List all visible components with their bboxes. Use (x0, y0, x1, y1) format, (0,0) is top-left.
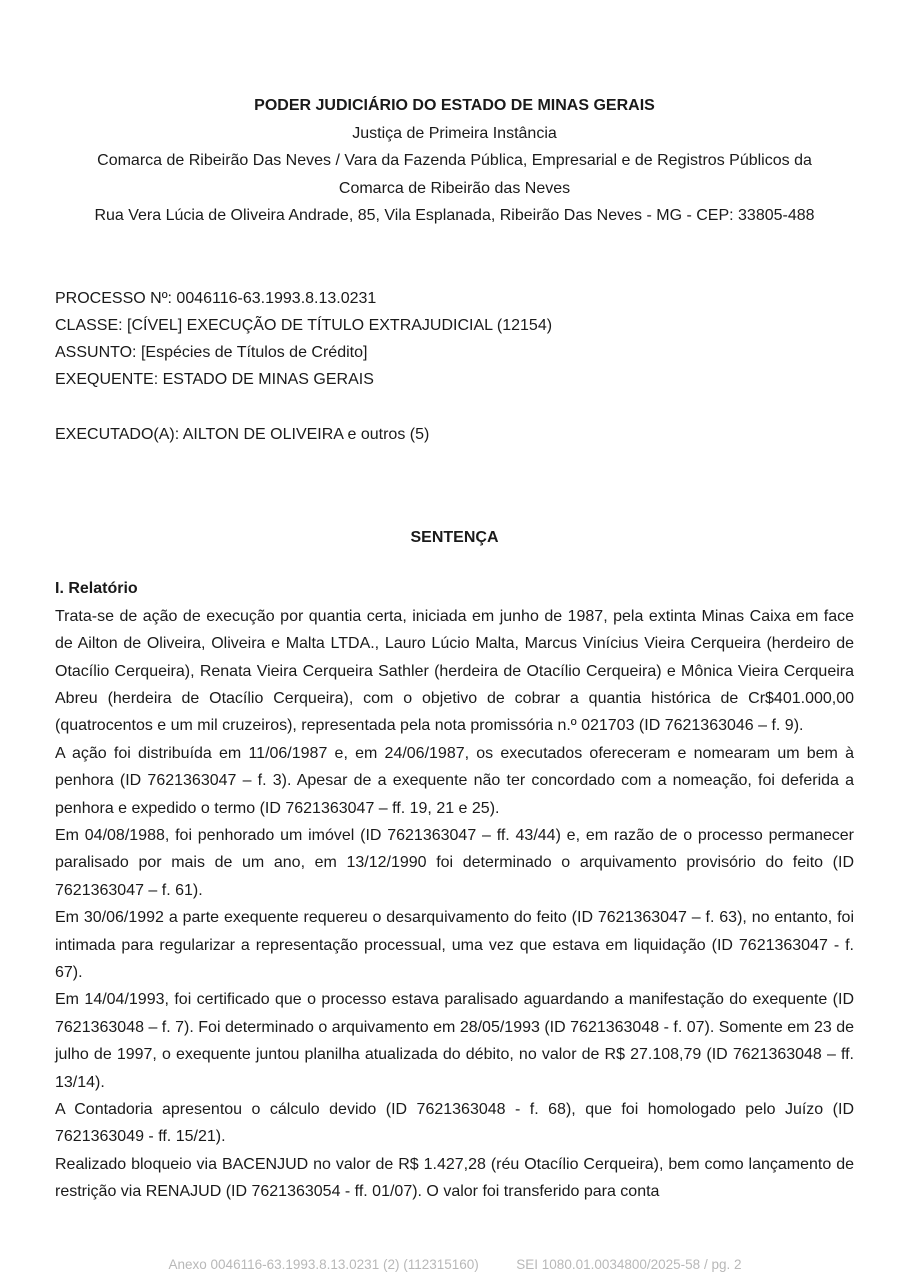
sentence-title: SENTENÇA (410, 529, 499, 547)
paragraph: Em 04/08/1988, foi penhorado um imóvel (ID 7621363047 – ff. 43/44) e, em razão de o processo permanecer paralisado por mais de um ano, em 13/12/1990 foi determinado o arquivamento provisório do feito (ID 7621363047 – f. 61). (55, 826, 854, 899)
paragraph: Realizado bloqueio via BACENJUD no valor de R$ 1.427,28 (réu Otacílio Cerqueira), bem como lançamento de restrição via RENAJUD (ID 7621363054 - ff. 01/07). O valor foi transferido para conta (55, 1155, 854, 1201)
footer-sei-reference: SEI 1080.01.0034800/2025-58 / pg. 2 (516, 1257, 742, 1272)
footer-annex: Anexo 0046116-63.1993.8.13.0231 (2) (112315160) (168, 1257, 479, 1272)
case-metadata (55, 285, 854, 449)
page-footer (0, 1257, 910, 1272)
case-number: PROCESSO Nº: 0046116-63.1993.8.13.0231 (55, 289, 377, 307)
report-body (55, 603, 854, 1206)
paragraph: A Contadoria apresentou o cálculo devido (ID 7621363048 - f. 68), que foi homologado pelo Juízo (ID 7621363049 - ff. 15/21). (55, 1101, 854, 1146)
case-plaintiff: EXEQUENTE: ESTADO DE MINAS GERAIS (55, 371, 374, 389)
court-header (55, 92, 854, 230)
section-heading-report: I. Relatório (55, 580, 138, 598)
court-comarca-line2: Comarca de Ribeirão das Neves (338, 179, 571, 197)
case-subject: ASSUNTO: [Espécies de Títulos de Crédito] (55, 344, 368, 362)
court-address: Rua Vera Lúcia de Oliveira Andrade, 85, Vila Esplanada, Ribeirão Das Neves - MG - CEP: 33805-488 (94, 207, 815, 224)
paragraph: Em 14/04/1993, foi certificado que o processo estava paralisado aguardando a manifestação do exequente (ID 7621363048 – f. 7). Foi determinado o arquivamento em 28/05/1993 (ID 7621363048 - f. 07). Somente em 23 de julho de 1997, o exequente juntou planilha atualizada do débito, no valor de R$ 27.108,79 (ID 7621363048 – ff. 13/14). (55, 991, 854, 1091)
case-defendant: EXECUTADO(A): AILTON DE OLIVEIRA e outros (5) (55, 425, 430, 443)
paragraph: Em 30/06/1992 a parte exequente requereu o desarquivamento do feito (ID 7621363047 – f. 63), no entanto, foi intimada para regularizar a representação processual, uma vez que estava em liquidação (ID 7621363047 - f. 67). (55, 909, 854, 981)
paragraph: Trata-se de ação de execução por quantia certa, iniciada em junho de 1987, pela extinta Minas Caixa em face de Ailton de Oliveira, Oliveira e Malta LTDA., Lauro Lúcio Malta, Marcus Vinícius Vieira Cerqueira (herdeiro de Otacílio Cerqueira), Renata Vieira Cerqueira Sathler (herdeira de Otacílio Cerqueira) e Mônica Vieira Cerqueira Abreu (herdeira de Otacílio Cerqueira), com o objetivo de cobrar a quantia histórica de Cr$401.000,00 (quatrocentos e um mil cruzeiros), representada pela nota promissória n.º 021703 (ID 7621363046 – f. 9). (55, 607, 854, 735)
document-page (55, 92, 854, 1206)
court-instance: Justiça de Primeira Instância (352, 124, 557, 142)
court-comarca-line1: Comarca de Ribeirão Das Neves / Vara da Fazenda Pública, Empresarial e de Registros Públicos da (97, 152, 812, 169)
court-name: PODER JUDICIÁRIO DO ESTADO DE MINAS GERAIS (254, 97, 655, 114)
paragraph: A ação foi distribuída em 11/06/1987 e, em 24/06/1987, os executados ofereceram e nomearam um bem à penhora (ID 7621363047 – f. 3). Apesar de a exequente não ter concordado com a nomeação, foi deferida a penhora e expedido o termo (ID 7621363047 – ff. 19, 21 e 25). (55, 744, 854, 817)
case-class: CLASSE: [CÍVEL] EXECUÇÃO DE TÍTULO EXTRAJUDICIAL (12154) (55, 316, 553, 334)
